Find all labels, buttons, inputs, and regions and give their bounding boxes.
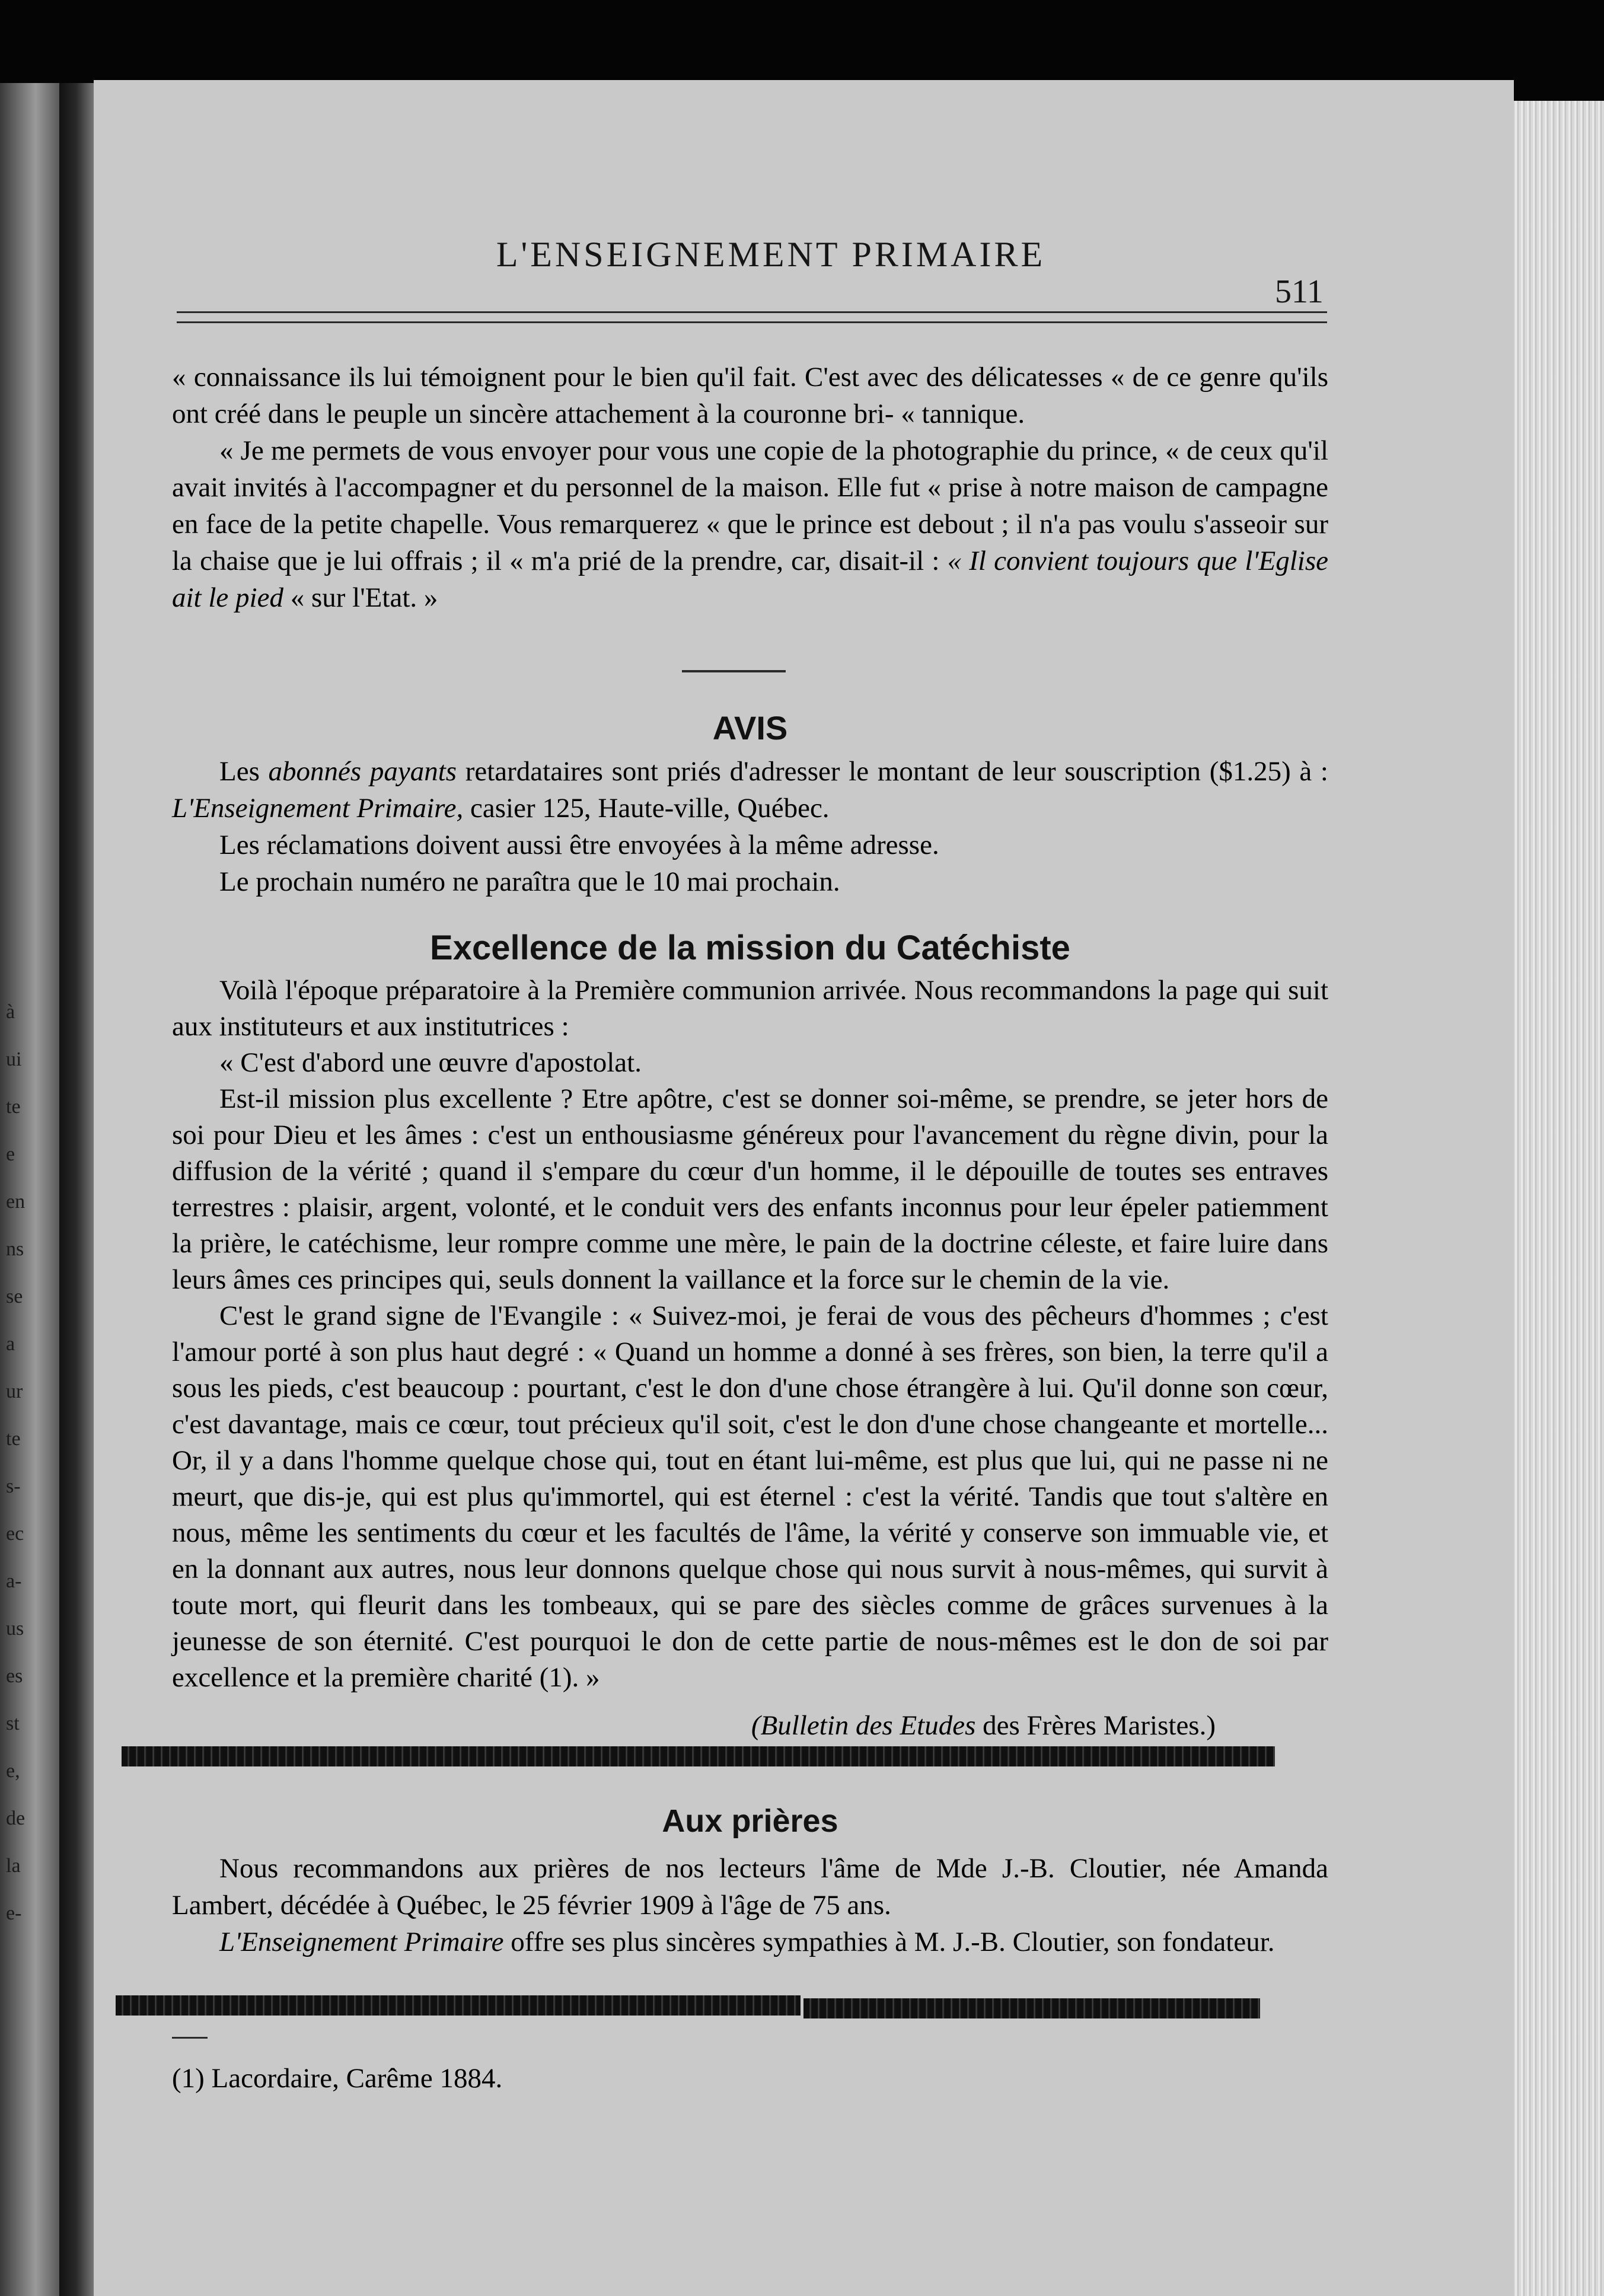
page-edges xyxy=(1514,101,1604,2296)
excellence-article xyxy=(172,972,1328,1696)
facing-page-fragment: ec xyxy=(6,1523,24,1545)
prieres-paragraph: Nous recommandons aux prières de nos lecteurs l'âme de Mde J.-B. Cloutier, née Amanda Lambert, décédée à Québec, le 25 février 1909 à l'âge de 75 ans. xyxy=(172,1853,1328,1921)
facing-page-fragment: us xyxy=(6,1618,24,1640)
section-divider xyxy=(682,670,786,672)
facing-page-fragment: te xyxy=(6,1428,21,1450)
facing-page-fragment: la xyxy=(6,1855,21,1877)
avis-notice xyxy=(172,753,1328,900)
facing-page-fragment: ui xyxy=(6,1048,22,1070)
header-rule xyxy=(177,311,1327,323)
letter-paragraph: « connaissance ils lui témoignent pour le bien qu'il fait. C'est avec des délicatesses « de ce genre qu'ils ont créé dans le peuple un sincère attachement à la couronne bri- « tannique. xyxy=(172,362,1328,429)
footnote: (1) Lacordaire, Carême 1884. xyxy=(172,2063,503,2094)
prieres-heading: Aux prières xyxy=(662,1803,838,1839)
footnote-rule xyxy=(172,2037,208,2039)
facing-page-fragment: à xyxy=(6,1002,15,1023)
facing-page-fragment: a xyxy=(6,1333,15,1355)
avis-paragraph: Le prochain numéro ne paraîtra que le 10 mai prochain. xyxy=(219,866,840,897)
facing-page-fragment: e- xyxy=(6,1902,22,1924)
excellence-heading: Excellence de la mission du Catéchiste xyxy=(430,929,1070,967)
article-paragraph: Voilà l'époque préparatoire à la Première communion arrivée. Nous recommandons la page qui suit aux instituteurs et aux institutrices : xyxy=(172,975,1328,1042)
article-source: (Bulletin des Etudes des Frères Maristes.) xyxy=(751,1710,1216,1741)
facing-page-fragment: de xyxy=(6,1807,25,1829)
article-paragraph: Est-il mission plus excellente ? Etre apôtre, c'est se donner soi-même, se prendre, se jeter hors de soi pour Dieu et les âmes : c'est un enthousiasme généreux pour l'avancement du règne divin, pour la diffusion de la vérité ; quand il s'empare du cœur d'un homme, il le dépouille de toutes ses entraves terrestres : plaisir, argent, volonté, et le conduit vers des enfants inconnus pour leur épeler patiemment la prière, le catéchisme, leur rompre comme une mère, le pain de la doctrine céleste, et faire luire dans leurs âmes ces principes qui, seuls donnent la vaillance et la force sur le chemin de la vie. xyxy=(172,1083,1328,1295)
facing-page-text-fragments xyxy=(6,1002,47,1951)
letter-continuation xyxy=(172,359,1328,616)
article-paragraph: « C'est d'abord une œuvre d'apostolat. xyxy=(219,1047,642,1078)
facing-page-fragment: te xyxy=(6,1096,21,1118)
facing-page-fragment: en xyxy=(6,1191,25,1213)
facing-page-fragment: st xyxy=(6,1713,20,1734)
letter-paragraph: « Je me permets de vous envoyer pour vous une copie de la photographie du prince, « de ceux qu'il avait invités à l'accompagner et du personnel de la maison. Elle fut « prise à notre maison de campagne en face de la petite chapelle. Vous remarquerez « que le prince est debout ; il n'a pas voulu s'asseoir sur la chaise que je lui offrais ; il « m'a prié de la prendre, car, disait-il : « Il convient toujours que l'Eglise ait le pied « sur l'Etat. » xyxy=(172,435,1328,613)
article-paragraph: C'est le grand signe de l'Evangile : « Suivez-moi, je ferai de vous des pêcheurs d'hommes ; c'est l'amour porté à son plus haut degré : « Quand un homme a donné à ses frères, son bien, la terre qu'il a sous les pieds, c'est beaucoup : pourtant, c'est le don d'une chose étrangère à lui. Qu'il donne son cœur, c'est davantage, mais ce cœur, tout précieux qu'il soit, c'est le don d'une chose changeante et mortelle... Or, il y a dans l'homme quelque chose qui, tout en étant lui-même, est plus que lui, qui ne passe ni ne meurt, que dis-je, qui est plus qu'immortel, qui est éternel : c'est la vérité. Tandis que tout s'altère en nous, même les sentiments du cœur et les facultés de l'âme, la vérité y conserve son immuable vie, et en la donnant aux autres, nous leur donnons quelque chose qui nous survit à nous-mêmes, qui survit à toute mort, qui fleurit dans les tombeaux, qui se pare des siècles comme de grâces survenues à la jeunesse de son éternité. C'est pourquoi le don de cette partie de nous-mêmes est le don de soi par excellence et la première charité (1). » xyxy=(172,1300,1328,1693)
section-bar xyxy=(803,1998,1260,2018)
avis-heading: AVIS xyxy=(712,709,788,747)
facing-page-fragment: e xyxy=(6,1143,15,1165)
facing-page-fragment: s- xyxy=(6,1475,21,1497)
facing-page-fragment: se xyxy=(6,1286,23,1308)
facing-page-fragment: a- xyxy=(6,1570,22,1592)
facing-page-fragment: ur xyxy=(6,1380,23,1402)
book-gutter xyxy=(59,83,94,2296)
prieres-paragraph: L'Enseignement Primaire offre ses plus sincères sympathies à M. J.-B. Cloutier, son fondateur. xyxy=(219,1927,1275,1957)
prieres-notice xyxy=(172,1850,1328,1960)
avis-paragraph: Les abonnés payants retardataires sont priés d'adresser le montant de leur souscription ($1.25) à : L'Enseignement Primaire, casier 125, Haute-ville, Québec. xyxy=(172,756,1328,824)
facing-page-fragment: e, xyxy=(6,1760,20,1782)
section-bar xyxy=(122,1746,1275,1766)
page-number: 511 xyxy=(1275,273,1324,310)
avis-paragraph: Les réclamations doivent aussi être envoyées à la même adresse. xyxy=(219,830,939,860)
running-title: L'ENSEIGNEMENT PRIMAIRE xyxy=(496,235,1046,274)
facing-page-fragment: es xyxy=(6,1665,23,1687)
section-bar xyxy=(116,1995,801,2016)
facing-page-fragment: ns xyxy=(6,1238,24,1260)
